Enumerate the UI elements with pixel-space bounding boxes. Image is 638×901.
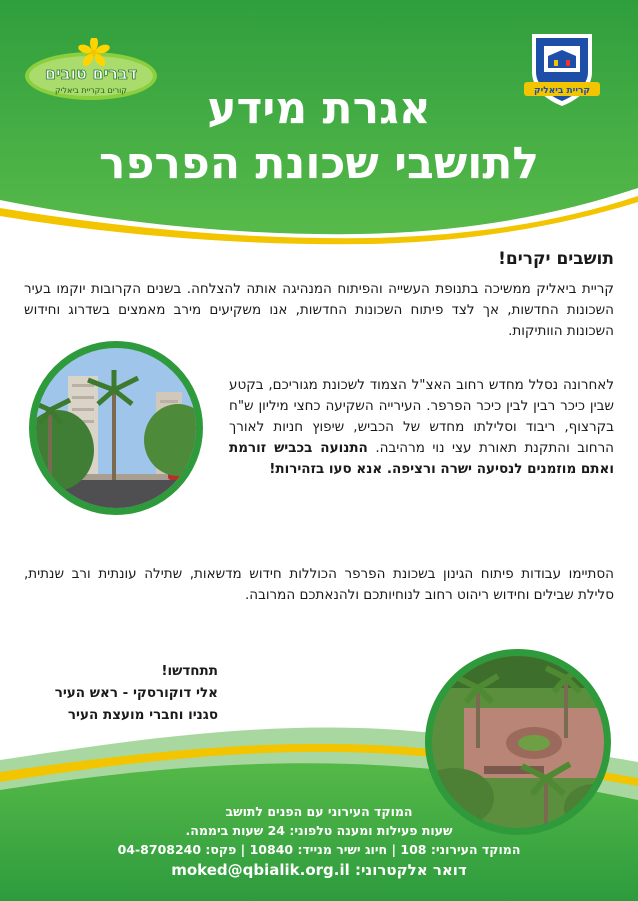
emblem-text: קריית ביאליק: [533, 86, 591, 96]
footer-line-2: שעות פעילות ומענה טלפוני: 24 שעות ביממה.: [185, 823, 453, 838]
footer-line-1: המוקד העירוני עם הפנים לתושב: [225, 804, 413, 819]
signature-line-1: תתחדשו!: [161, 663, 218, 679]
page-title-line1: אגרת מידע: [207, 83, 431, 134]
footer-email-label: דואר אלקטרוני:: [355, 861, 467, 879]
paragraph-2: לאחרונה נסלל מחדש רחוב האצ"ל הצמוד לשכונת מגוריכם, בקטע שבין כיכר רבין לבין כיכר הפרפר. העירייה השקיעה כחצי מיליון ש"ח בקרצוף, ריבוד וסלילתו מחדש של הכביש, שיפוץ חניות לאורך הרחוב והתקנת תאורת עצי נוי מרהיבה.: [229, 377, 615, 456]
footer-contact: [0, 802, 638, 881]
paragraph-2-block: [229, 375, 614, 480]
street-photo: [28, 340, 204, 516]
logo-sub-text: קורים בקריית ביאליק: [55, 86, 127, 95]
signature-line-2: אלי דוקורסקי - ראש העיר: [54, 685, 218, 701]
paragraph-1: קריית ביאליק ממשיכה בתנופת העשייה והפיתוח המנהיגה אותה להצלחה. בשנים הקרובות יוקמו בעיר השכונות החדשות, אך לצד פיתוח השכונות החדשות, אנו משקיעים מירב מאמצים בשדרוג וחידוש השכונות הוותיקות.: [24, 281, 614, 339]
footer-email-link[interactable]: moked@qbialik.org.il: [171, 861, 350, 879]
paragraph-3: הסתיימו עבודות פיתוח הגינון בשכונת הפרפר הכוללות חידוש מדשאות, שתילה עונתית ורב שנתית, סלילת שבילים וחידוש ריהוט רחוב לנוחיותכם ולהנאתכם המרובה.: [24, 566, 614, 603]
signature-block: [18, 660, 218, 726]
page-title-line2: לתושבי שכונת הפרפר: [98, 138, 540, 189]
logo-main-text: דברים טובים: [44, 64, 138, 83]
paragraph-2-bold: התנועה בכביש זורמת ואתם מוזמנים לנסיעה ישרה ורציפה. אנא סעו בזהירות!: [229, 440, 614, 477]
footer-line-3: המוקד העירוני: 108 | חיוג ישיר מנייד: 10840 | פקס: 04-8708240: [117, 842, 521, 857]
greeting: תושבים יקרים!: [498, 249, 614, 269]
signature-line-3: סגניו וחברי מועצת העיר: [67, 707, 218, 723]
footer-email-row: [0, 859, 638, 881]
